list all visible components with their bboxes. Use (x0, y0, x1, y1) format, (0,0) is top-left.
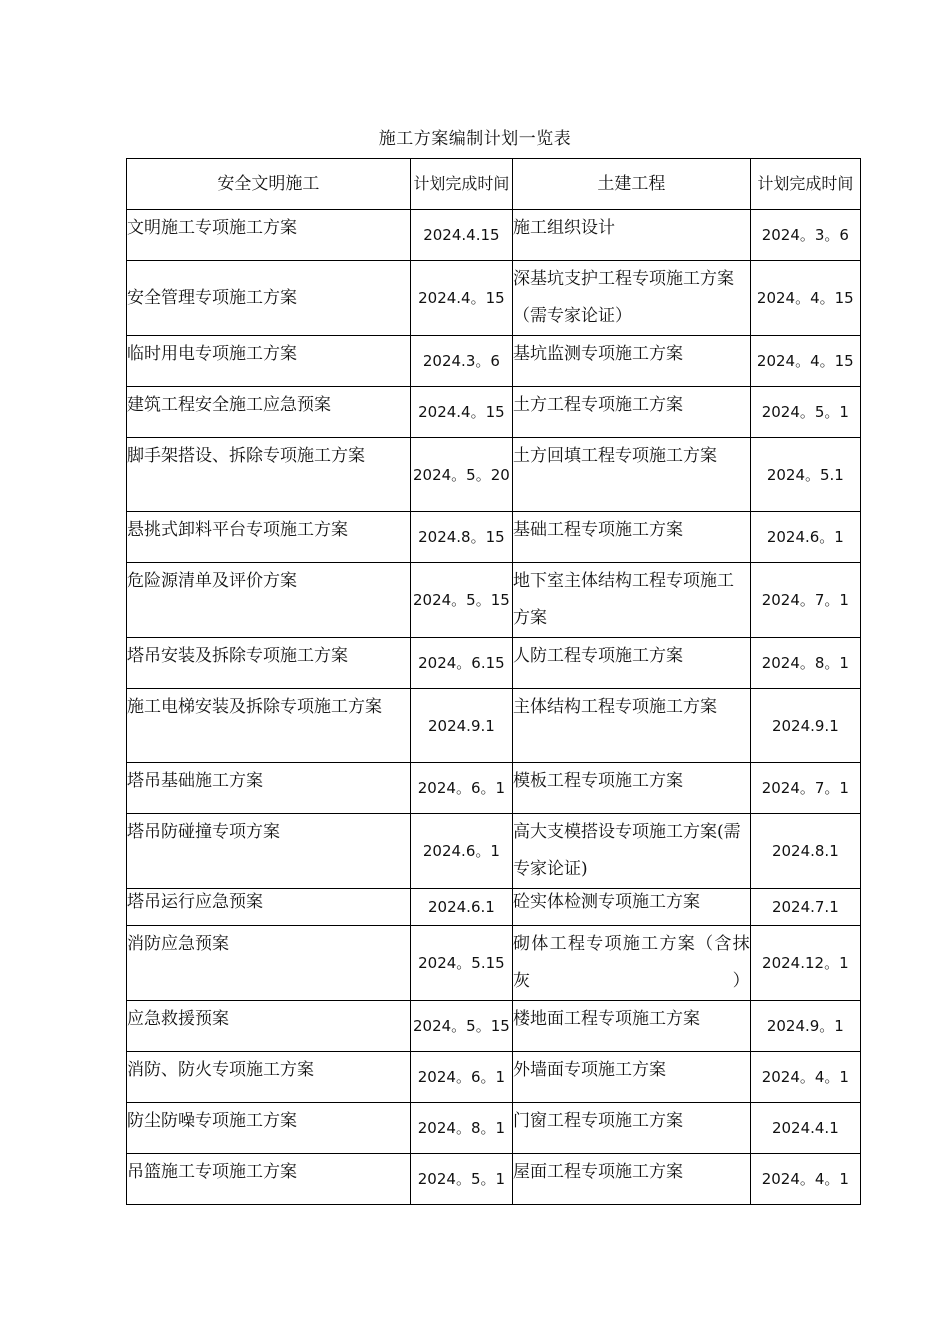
civil-task: 土方回填工程专项施工方案 (513, 438, 751, 512)
safety-date: 2024。6。1 (410, 763, 512, 814)
safety-date: 2024.9.1 (410, 689, 512, 763)
civil-date: 2024.7.1 (750, 889, 860, 926)
table-row (127, 889, 861, 926)
civil-task: 砌体工程专项施工方案（含抹灰） (513, 926, 751, 1001)
civil-date: 2024。4。15 (750, 336, 860, 387)
safety-task: 消防、防火专项施工方案 (127, 1052, 411, 1103)
civil-date: 2024。7。1 (750, 763, 860, 814)
civil-task: 主体结构工程专项施工方案 (513, 689, 751, 763)
civil-date: 2024.6。1 (750, 512, 860, 563)
civil-date: 2024.9。1 (750, 1001, 860, 1052)
table-row (127, 763, 861, 814)
civil-task: 深基坑支护工程专项施工方案（需专家论证） (513, 261, 751, 336)
table-row (127, 814, 861, 889)
safety-task: 塔吊安装及拆除专项施工方案 (127, 638, 411, 689)
safety-date: 2024。6.15 (410, 638, 512, 689)
civil-date: 2024。4。15 (750, 261, 860, 336)
table-row (127, 387, 861, 438)
table-row (127, 512, 861, 563)
safety-task: 塔吊运行应急预案 (127, 889, 411, 926)
safety-task: 建筑工程安全施工应急预案 (127, 387, 411, 438)
safety-date: 2024.6.1 (410, 889, 512, 926)
safety-date: 2024.4。15 (410, 387, 512, 438)
table-row (127, 563, 861, 638)
table-header-row (127, 159, 861, 210)
table-row (127, 438, 861, 512)
civil-task: 楼地面工程专项施工方案 (513, 1001, 751, 1052)
safety-date: 2024.8。15 (410, 512, 512, 563)
safety-task: 悬挑式卸料平台专项施工方案 (127, 512, 411, 563)
header-plan-time: 计划完成时间 (750, 159, 860, 210)
table-row (127, 210, 861, 261)
safety-task: 消防应急预案 (127, 926, 411, 1001)
civil-task: 基础工程专项施工方案 (513, 512, 751, 563)
table-row (127, 638, 861, 689)
civil-date: 2024.4.1 (750, 1103, 860, 1154)
table-row (127, 926, 861, 1001)
safety-date: 2024。5.15 (410, 926, 512, 1001)
civil-date: 2024.9.1 (750, 689, 860, 763)
civil-task: 屋面工程专项施工方案 (513, 1154, 751, 1205)
document-title: 施工方案编制计划一览表 (378, 129, 572, 149)
safety-task: 施工电梯安装及拆除专项施工方案 (127, 689, 411, 763)
header-plan-time: 计划完成时间 (410, 159, 512, 210)
safety-task: 吊篮施工专项施工方案 (127, 1154, 411, 1205)
safety-task: 文明施工专项施工方案 (127, 210, 411, 261)
safety-date: 2024.4。15 (410, 261, 512, 336)
safety-date: 2024。8。1 (410, 1103, 512, 1154)
table-row (127, 261, 861, 336)
safety-date: 2024。5。1 (410, 1154, 512, 1205)
safety-date: 2024.6。1 (410, 814, 512, 889)
civil-task: 土方工程专项施工方案 (513, 387, 751, 438)
safety-task: 塔吊防碰撞专项方案 (127, 814, 411, 889)
table-row (127, 1154, 861, 1205)
civil-date: 2024。3。6 (750, 210, 860, 261)
civil-date: 2024。5.1 (750, 438, 860, 512)
civil-date: 2024。4。1 (750, 1154, 860, 1205)
table-row (127, 1052, 861, 1103)
civil-date: 2024。7。1 (750, 563, 860, 638)
civil-task: 砼实体检测专项施工方案 (513, 889, 751, 926)
safety-task: 脚手架搭设、拆除专项施工方案 (127, 438, 411, 512)
safety-task: 临时用电专项施工方案 (127, 336, 411, 387)
safety-date: 2024.4.15 (410, 210, 512, 261)
civil-date: 2024。5。1 (750, 387, 860, 438)
safety-task: 塔吊基础施工方案 (127, 763, 411, 814)
civil-task: 施工组织设计 (513, 210, 751, 261)
civil-date: 2024。4。1 (750, 1052, 860, 1103)
safety-date: 2024。6。1 (410, 1052, 512, 1103)
table-row (127, 1001, 861, 1052)
civil-task: 外墙面专项施工方案 (513, 1052, 751, 1103)
civil-task: 门窗工程专项施工方案 (513, 1103, 751, 1154)
civil-task: 基坑监测专项施工方案 (513, 336, 751, 387)
civil-task: 人防工程专项施工方案 (513, 638, 751, 689)
construction-plan-table (126, 158, 861, 1205)
civil-date: 2024。8。1 (750, 638, 860, 689)
safety-task: 应急救援预案 (127, 1001, 411, 1052)
civil-task: 高大支模搭设专项施工方案(需专家论证) (513, 814, 751, 889)
civil-task: 模板工程专项施工方案 (513, 763, 751, 814)
safety-task: 防尘防噪专项施工方案 (127, 1103, 411, 1154)
civil-date: 2024.12。1 (750, 926, 860, 1001)
table-row (127, 689, 861, 763)
civil-date: 2024.8.1 (750, 814, 860, 889)
safety-date: 2024.3。6 (410, 336, 512, 387)
civil-task: 地下室主体结构工程专项施工方案 (513, 563, 751, 638)
safety-date: 2024。5。15 (410, 563, 512, 638)
header-safety: 安全文明施工 (127, 159, 411, 210)
table-row (127, 1103, 861, 1154)
safety-task: 安全管理专项施工方案 (127, 261, 411, 336)
safety-task: 危险源清单及评价方案 (127, 563, 411, 638)
safety-date: 2024。5。15 (410, 1001, 512, 1052)
table-row (127, 336, 861, 387)
header-civil: 土建工程 (513, 159, 751, 210)
safety-date: 2024。5。20 (410, 438, 512, 512)
